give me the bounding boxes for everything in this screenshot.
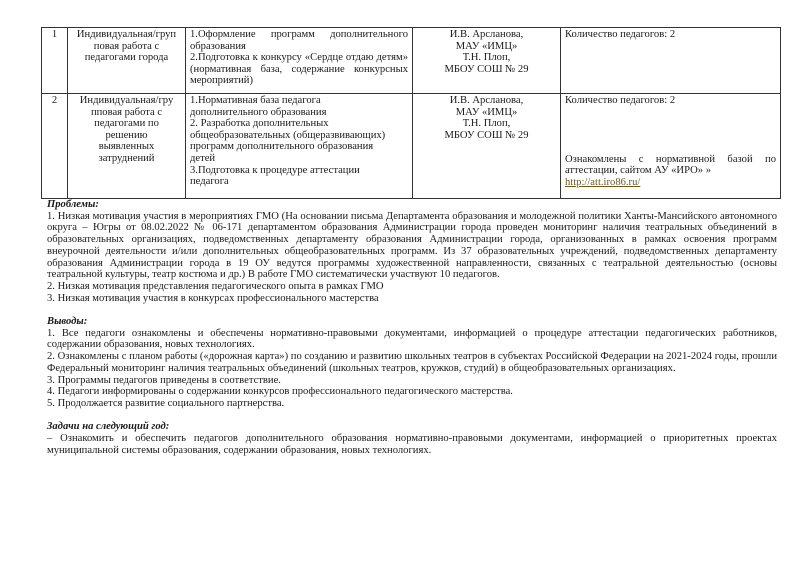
content-line: детей (190, 152, 216, 164)
conclusions-heading: Выводы: (47, 316, 88, 328)
table-row (42, 28, 781, 94)
content-cell (186, 28, 413, 94)
content-line: общеобразовательных (общеразвивающих) (190, 129, 386, 141)
responsible-cell (413, 94, 561, 199)
responsible-cell (413, 28, 561, 94)
content-line: 3.Подготовка к процедуре аттестации (190, 164, 360, 176)
work-form-line: Индивидуальная/груп (76, 29, 177, 40)
responsible-line: МБОУ СОШ № 29 (444, 63, 529, 75)
conclusion-item: 4. Педагоги информированы о содержании конкурсов профессионального педагогического мастерства. (47, 386, 513, 398)
problem-item: 1. Низкая мотивация участия в мероприятиях ГМО (На основании письма Департамента образования и молодежной политики Ханты-Мансийского автономного округа – Югры от 08.02.2022 № 06-171 департаментом образования Администрации города проведен мониторинг наличия театральных объединений в образовательных организациях, подведомственных департаменту образования Администрации города, организованных в рамках освоения программ внеурочной деятельности и/или дополнительных общеобразовательных программ. Из 37 образовательных учреждений, подведомственных департаменту образования Администрации города в 19 ОУ ведутся программы художественной направленности, связанных с театральной деятельностью (основы театральной культуры, театр костюма и др.) В работе ГМО систематически участвуют 10 педагогов. (47, 210, 777, 281)
report-sections (41, 199, 777, 456)
result-note: Ознакомлены с нормативной базой по аттестации, сайтом АУ «ИРО» » (565, 153, 776, 177)
content-cell (186, 94, 413, 199)
work-form-cell (68, 94, 186, 199)
conclusion-item: 5. Продолжается развитие социального партнерства. (47, 397, 285, 409)
content-item: 1.Оформление программ дополнительного образования (190, 29, 408, 52)
work-form-line: педагогами города (84, 52, 169, 64)
work-form-line: выявленных (98, 141, 155, 153)
content-item: 2.Подготовка к конкурсу «Сердце отдаю детям» (нормативная база, содержание конкурсных мероприятий) (190, 52, 408, 87)
iro-attestation-link[interactable]: http://att.iro86.ru/ (565, 176, 641, 188)
content-line: педагога (190, 176, 229, 188)
responsible-line: Т.Н. Плоп, (462, 118, 511, 130)
result-text: Количество педагогов: 2 (565, 95, 676, 106)
work-form-line: пповая работа с (90, 106, 163, 118)
work-form-line: затруднений (98, 152, 155, 164)
responsible-line: И.В. Арсланова, (449, 95, 524, 106)
responsible-line: Т.Н. Плоп, (462, 52, 511, 64)
problem-item: 3. Низкая мотивация участия в конкурсах профессионального мастерства (47, 292, 379, 304)
conclusion-item: 3. Программы педагогов приведены в соответствие. (47, 374, 281, 386)
work-form-line: педагогами по (94, 118, 159, 130)
problem-item: 2. Низкая мотивация представления педагогического опыта в рамках ГМО (47, 280, 384, 292)
responsible-line: И.В. Арсланова, (449, 29, 524, 40)
content-line: 1.Нормативная база педагога (190, 95, 321, 106)
conclusion-item: 2. Ознакомлены с планом работы («дорожная карта») по созданию и развитию школьных театров в субъектах Российской Федерации на 2021-2024 годы, прошли Федеральный мониторинг наличия театральных объединений (школьных театров, кружков, студий) в общеобразовательных организациях. (47, 351, 777, 374)
content-line: программ дополнительного образования (190, 141, 374, 153)
task-item: – Ознакомить и обеспечить педагогов дополнительного образования нормативно-правовыми документами, информацией о приоритетных проектах муниципальной системы образования, содержании образования, новых технологиях. (47, 433, 777, 456)
work-form-line: повая работа с (93, 40, 160, 52)
content-line: 2. Разработка дополнительных (190, 118, 329, 130)
table-row (42, 94, 781, 199)
responsible-line: МБОУ СОШ № 29 (444, 129, 529, 141)
work-form-cell (68, 28, 186, 94)
work-plan-table (41, 27, 781, 199)
work-form-line: Индивидуальная/гру (79, 95, 174, 106)
row-number: 2 (42, 94, 68, 199)
conclusion-item: 1. Все педагоги ознакомлены и обеспечены нормативно-правовыми документами, информацией о процедуре аттестации педагогических работников, содержании образования, новых технологиях. (47, 327, 777, 351)
tasks-heading: Задачи на следующий год: (47, 421, 170, 433)
result-text: Количество педагогов: 2 (565, 29, 676, 40)
responsible-line: МАУ «ИМЦ» (455, 106, 518, 118)
result-cell (561, 94, 781, 199)
content-line: дополнительного образования (190, 106, 327, 118)
row-number: 1 (42, 28, 68, 94)
responsible-line: МАУ «ИМЦ» (455, 40, 518, 52)
problems-heading: Проблемы: (47, 199, 99, 210)
work-form-line: решению (105, 129, 148, 141)
document-page (41, 27, 780, 456)
result-cell (561, 28, 781, 94)
